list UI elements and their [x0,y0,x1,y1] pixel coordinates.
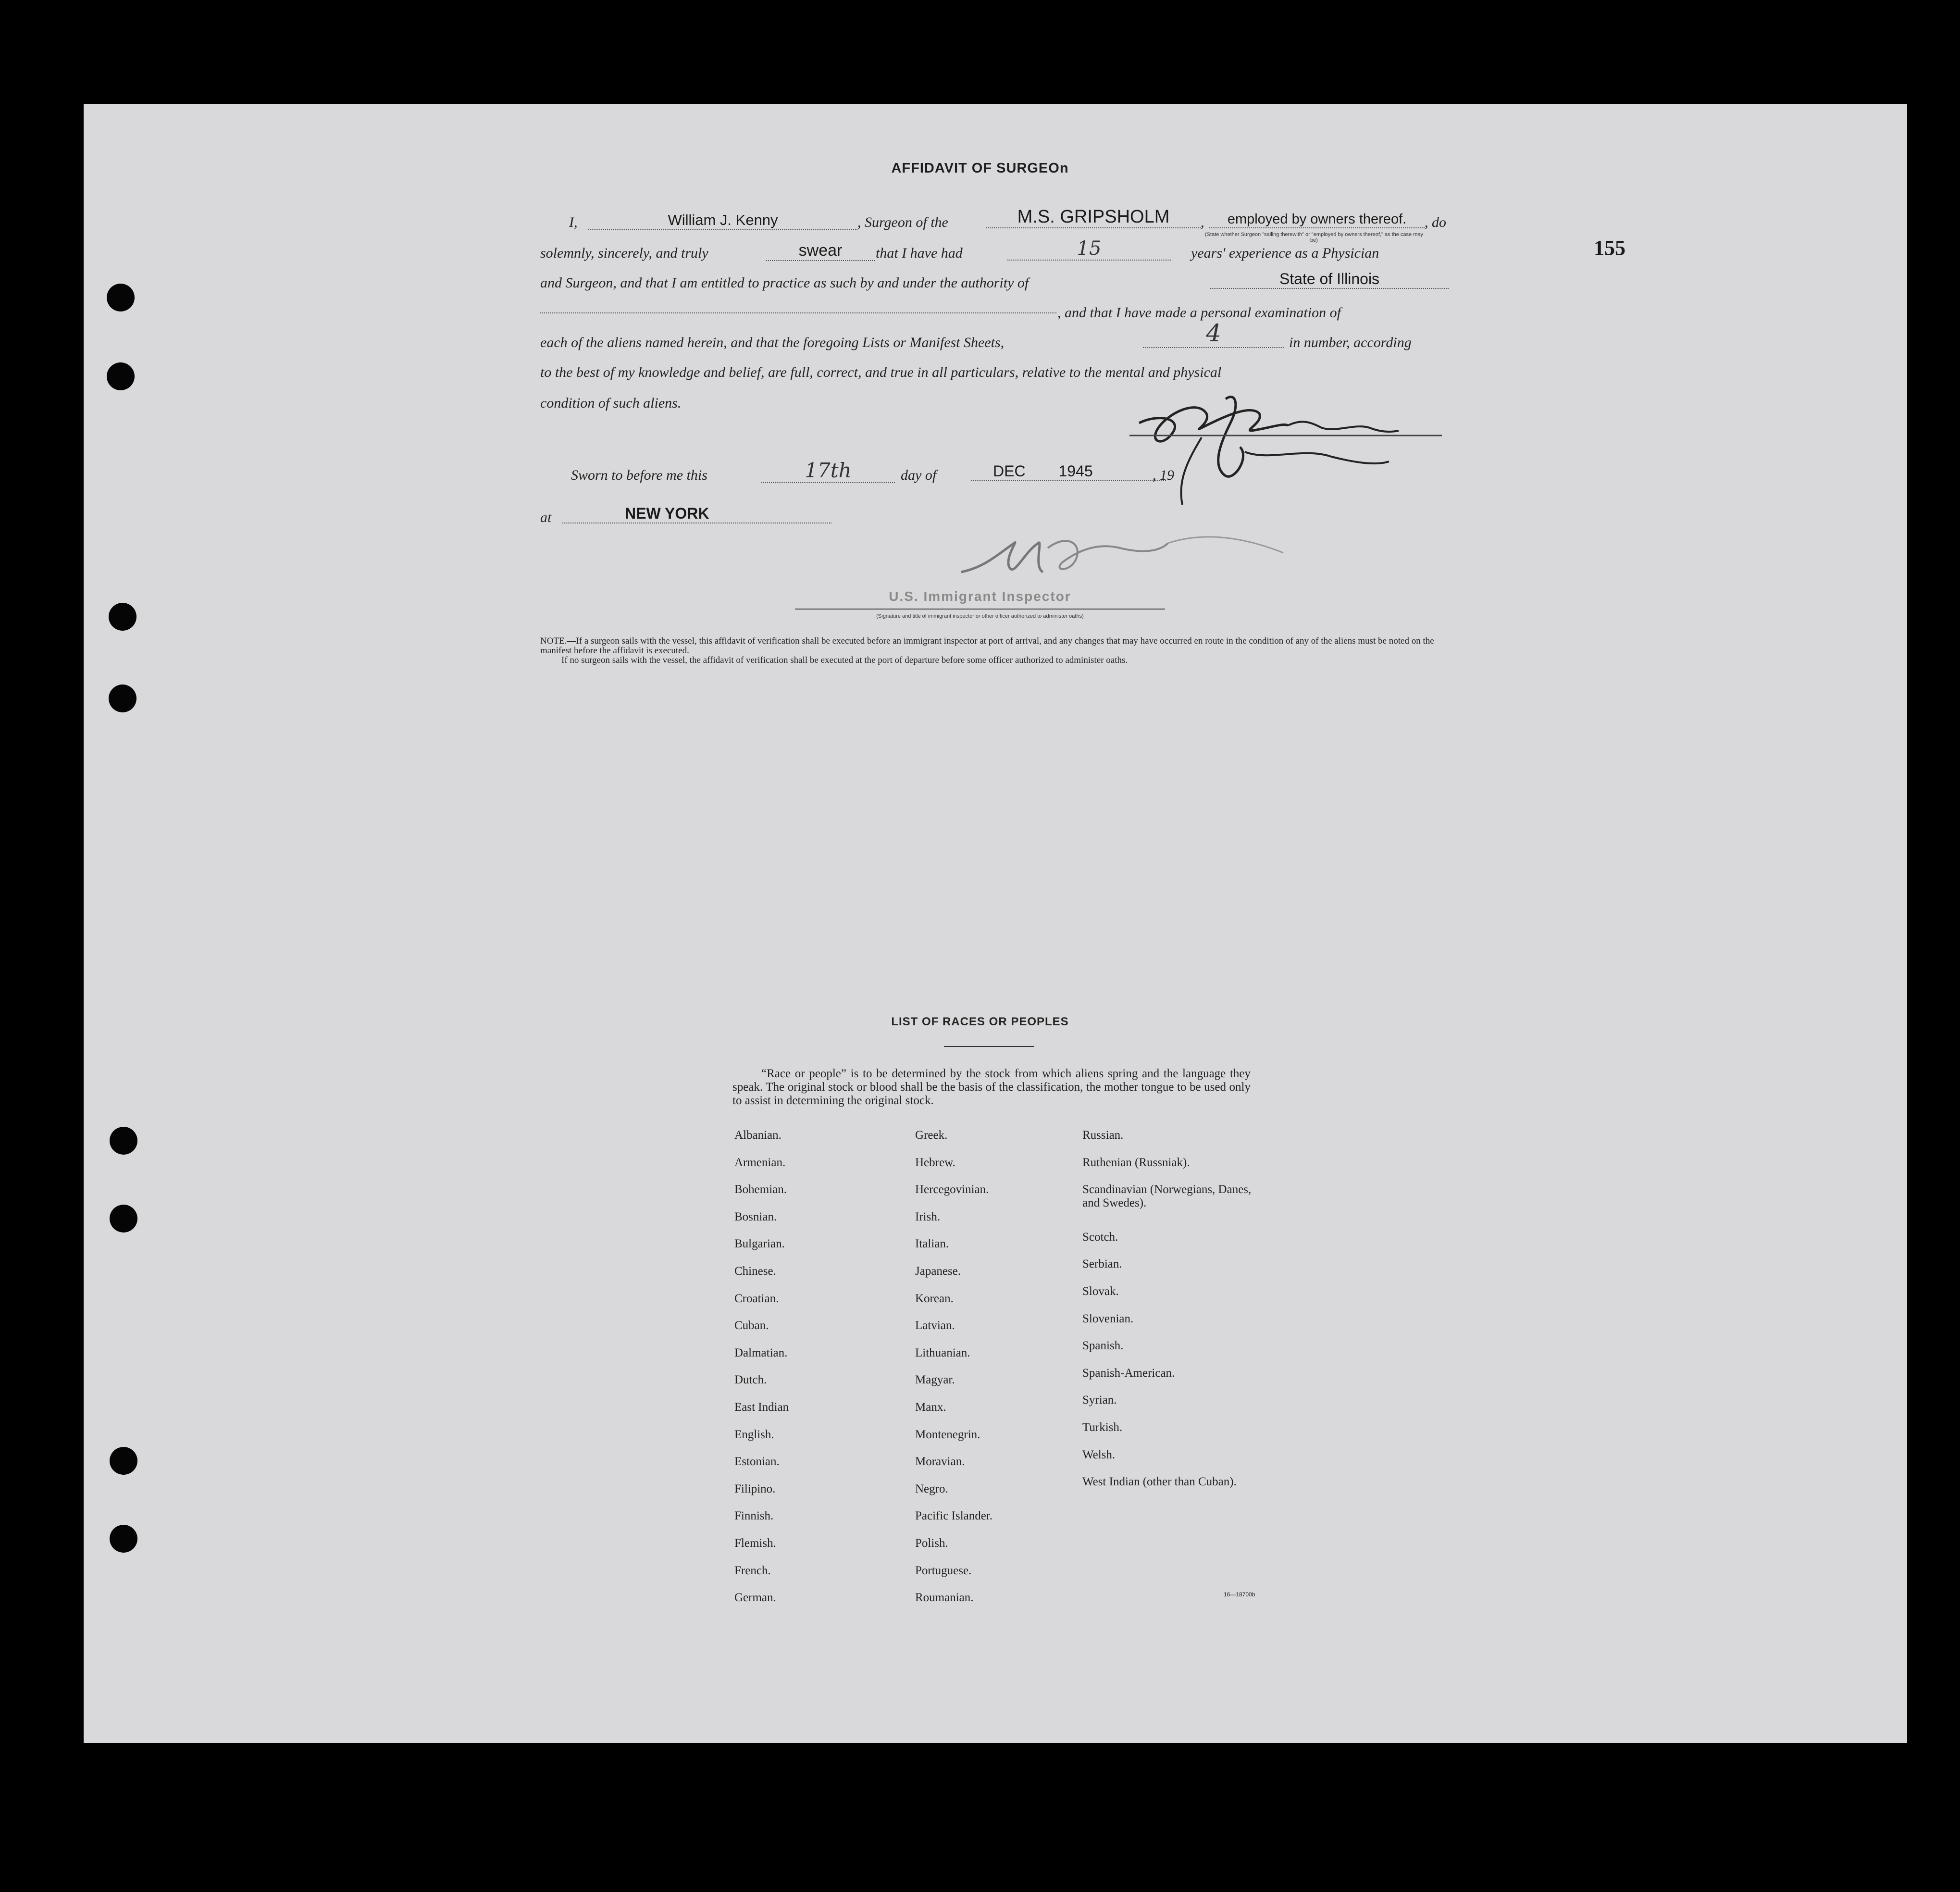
inspector-title: U.S. Immigrant Inspector [889,589,1071,604]
affidavit-line-1-i: I, [569,214,578,230]
race-item: Bulgarian. [734,1237,785,1251]
races-title-rule [944,1046,1034,1047]
race-item: Bohemian. [734,1183,787,1196]
note-text-1: —If a surgeon sails with the vessel, this affidavit of verification shall be executed before an immigrant inspector at port of arrival, and any changes that may have occurred en route in the condition of any of the aliens must be noted on the manifest before the affidavit is executed. [540,636,1434,656]
races-intro [732,1067,1251,1108]
race-item: Turkish. [1082,1420,1123,1434]
affidavit-line-4: , and that I have made a personal examination of [1057,305,1341,321]
race-item: Slovenian. [1082,1312,1134,1325]
years-experience-field: 15 [1007,237,1171,261]
race-item: West Indian (other than Cuban). [1082,1475,1237,1489]
affidavit-line-1-surgeon-of: , Surgeon of the [857,214,948,230]
race-item: Magyar. [915,1373,955,1387]
race-item: Irish. [915,1210,941,1223]
punch-hole [110,1127,137,1155]
employment-field: employed by owners thereof. [1209,212,1425,228]
affidavit-line-1-do: , do [1425,214,1446,230]
race-item: Montenegrin. [915,1428,980,1441]
race-item: Italian. [915,1237,949,1251]
sworn-day-field: 17th [761,459,895,483]
race-item: Negro. [915,1482,948,1495]
race-item: Portuguese. [915,1564,972,1577]
sworn-month: DEC [993,462,1026,480]
race-item: Greek. [915,1129,948,1142]
ship-name-field: M.S. GRIPSHOLM [986,207,1201,228]
race-item: Hebrew. [915,1156,955,1169]
race-item: French. [734,1564,771,1577]
affidavit-line-5: each of the aliens named herein, and that the foregoing Lists or Manifest Sheets, [540,335,1005,350]
race-item: German. [734,1591,776,1605]
race-item: Flemish. [734,1536,776,1550]
race-item: Scandinavian (Norwegians, Danes, and Swedes). [1082,1183,1252,1210]
race-item: Bosnian. [734,1210,777,1223]
manifest-sheets-field: 4 [1143,319,1284,348]
races-column-3 [1082,1122,1260,1503]
affidavit-line-7: condition of such aliens. [540,395,682,411]
affidavit-title: AFFIDAVIT OF SURGEOn [891,161,1069,176]
race-item: Moravian. [915,1455,965,1469]
inspector-signature [956,524,1293,586]
sworn-prefix: Sworn to before me this [571,467,707,483]
note-text-2: If no surgeon sails with the vessel, the affidavit of verification shall be executed at the port of departure before some officer authorized to administer oaths. [561,655,1128,665]
race-item: Cuban. [734,1319,769,1332]
race-item: Ruthenian (Russniak). [1082,1156,1190,1169]
race-item: Korean. [915,1292,954,1305]
punch-hole [107,362,135,390]
sworn-month-field [971,462,1166,481]
form-code: 16—18700b [1224,1591,1255,1598]
races-column-2 [915,1122,992,1612]
race-item: Roumanian. [915,1591,974,1605]
inspector-signature-line [795,609,1165,610]
punch-hole [110,1447,137,1475]
race-item: Finnish. [734,1509,774,1523]
century-label: , 19 [1153,467,1174,483]
sworn-year: 1945 [1058,462,1093,480]
note-label: NOTE. [540,636,567,646]
race-item: Dalmatian. [734,1346,788,1359]
race-item: Japanese. [915,1264,961,1278]
affidavit-note [540,636,1451,665]
race-item: English. [734,1428,774,1441]
place-field: NEW YORK [562,505,831,523]
affidavit-line-2-years: years' experience as a Physician [1191,245,1379,261]
race-item: Serbian. [1082,1257,1122,1271]
inspector-caption: (Signature and title of immigrant inspector or other officer authorized to administer oaths) [876,613,1084,619]
race-item: Albanian. [734,1129,782,1142]
day-of-label: day of [901,467,937,483]
race-item: Chinese. [734,1264,776,1278]
surgeon-name-field: William J. Kenny [588,212,857,230]
authority-field: State of Illinois [1210,270,1449,289]
race-item: Spanish. [1082,1339,1124,1353]
races-column-1 [734,1122,789,1612]
race-item: Dutch. [734,1373,767,1387]
race-item: Pacific Islander. [915,1509,993,1523]
surgeon-signature [1129,394,1442,505]
race-item: Lithuanian. [915,1346,970,1359]
punch-hole [109,685,136,712]
employment-caption: (State whether Surgeon "sailing therewith" or "employed by owners thereof," as the case may be) [1204,232,1424,243]
race-item: Hercegovinian. [915,1183,989,1196]
at-label: at [540,510,552,525]
punch-hole [110,1205,137,1232]
affidavit-line-3: and Surgeon, and that I am entitled to practice as such by and under the authority of [540,275,1029,291]
race-item: Scotch. [1082,1230,1118,1244]
surgeon-of-the-label: Surgeon of the [865,214,948,230]
affidavit-line-2-solemnly: solemnly, sincerely, and truly [540,245,708,261]
punch-hole [107,284,135,311]
affidavit-line-6: to the best of my knowledge and belief, are full, correct, and true in all particulars, relative to the mental and physical [540,364,1222,380]
races-intro-text: “Race or people” is to be determined by the stock from which aliens spring and the language they speak. The original stock or blood shall be the basis of the classification, the mother tongue to be used only to assist in determining the original stock. [732,1067,1251,1107]
race-item: East Indian [734,1400,789,1414]
page-number: 155 [1594,236,1625,260]
race-item: Syrian. [1082,1394,1117,1407]
race-item: Armenian. [734,1156,786,1169]
race-item: Filipino. [734,1482,776,1495]
race-item: Manx. [915,1400,946,1414]
do-label: do [1432,214,1446,230]
race-item: Welsh. [1082,1448,1116,1461]
race-item: Estonian. [734,1455,780,1469]
affidavit-line-2-that-i-have-had: that I have had [876,245,963,261]
punch-hole [110,1525,137,1553]
race-item: Polish. [915,1536,948,1550]
authority-continuation-field [540,311,1056,313]
comma: , [1201,214,1204,230]
punch-hole [109,603,136,631]
affidavit-line-5-in-number: in number, according [1289,335,1412,350]
race-item: Spanish-American. [1082,1366,1175,1380]
oath-field: swear [766,241,875,261]
race-item: Latvian. [915,1319,955,1332]
race-item: Russian. [1082,1129,1124,1142]
race-item: Slovak. [1082,1284,1119,1298]
races-title: LIST OF RACES OR PEOPLES [891,1015,1069,1028]
race-item: Croatian. [734,1292,779,1305]
